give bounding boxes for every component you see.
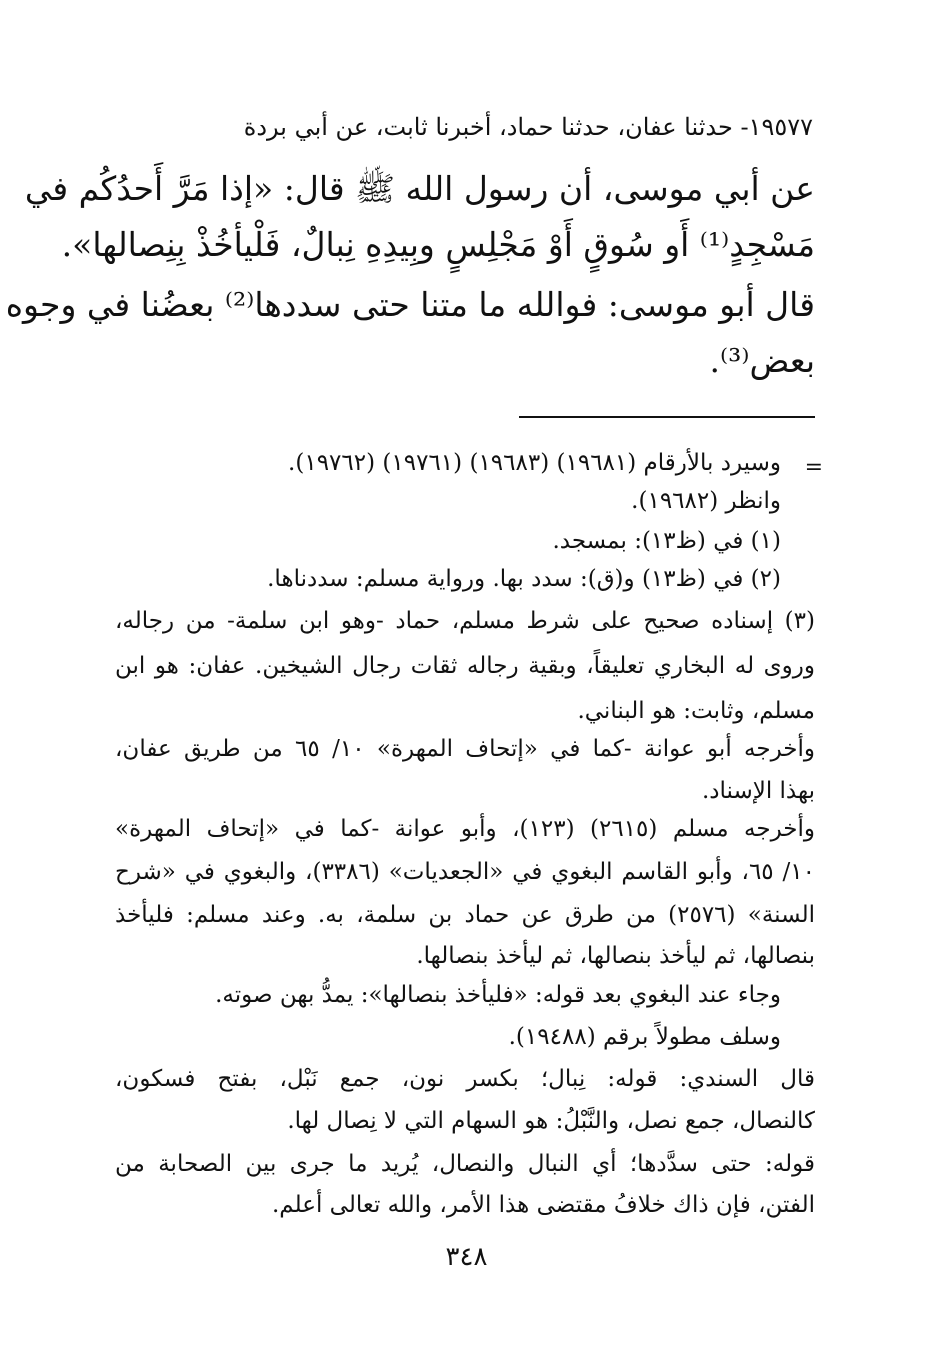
hadith-number-line: ١٩٥٧٧- حدثنا عفان، حدثنا حماد، أخبرنا ثابت، عن أبي بردة (243, 113, 813, 141)
footnote-3: (٣) إسناده صحيح على شرط مسلم، حماد -وهو ابن سلمة- من رجاله، (115, 608, 815, 634)
footnote-line: وأخرجه مسلم (٢٦١٥) (١٢٣)، وأبو عوانة -كما في «إتحاف المهرة» (115, 816, 815, 842)
hadith-text-line: قال أبو موسى: فوالله ما متنا حتى سددها⁽²⁾ بعضُنا في وجوه (5, 285, 815, 324)
footnote-line: وسيرد بالأرقام (١٩٦٨١) (١٩٦٨٣) (١٩٧٦١) (١٩٧٦٢). (288, 450, 781, 476)
footnote-line: وأخرجه أبو عوانة -كما في «إتحاف المهرة» ١٠/ ٦٥ من طريق عفان، (115, 736, 815, 762)
continuation-mark: = (804, 455, 823, 480)
footnote-line: بهذا الإسناد. (701, 778, 815, 804)
footnote-line: الفتن، فإن ذاك خلافُ مقتضى هذا الأمر، والله تعالى أعلم. (272, 1192, 815, 1218)
page-number: ٣٤٨ (445, 1242, 488, 1272)
footnote-line: قوله: حتى سدَّدها؛ أي النبال والنصال، يُريد ما جرى بين الصحابة من (115, 1151, 815, 1177)
footnote-line: قال السندي: قوله: نِبال؛ بكسر نون، جمع نَبْل، بفتح فسكون، (115, 1066, 815, 1092)
footnote-line: وسلف مطولاً برقم (١٩٤٨٨). (508, 1024, 781, 1050)
footnote-line: السنة» (٢٥٧٦) من طرق عن حماد بن سلمة، به. وعند مسلم: فليأخذ (115, 902, 816, 928)
footnote-1: (١) في (ظ١٣): بمسجد. (552, 528, 781, 554)
footnote-line: وروى له البخاري تعليقاً، وبقية رجاله ثقات رجال الشيخين. عفان: هو ابن (115, 653, 815, 679)
footnote-2: (٢) في (ظ١٣) و(ق): سدد بها. ورواية مسلم: سددناها. (267, 566, 781, 592)
footnote-line: وجاء عند البغوي بعد قوله: «فليأخذ بنصالها»: يمدُّ بهن صوته. (215, 982, 781, 1008)
footnote-line: مسلم، وثابت: هو البناني. (577, 698, 815, 724)
footnote-line: ١٠/ ٦٥، وأبو القاسم البغوي في «الجعديات» (٣٣٨٦)، والبغوي في «شرح (115, 859, 816, 885)
footnote-line: وانظر (١٩٦٨٢). (631, 488, 781, 514)
hadith-text-line: عن أبي موسى، أن رسول الله ﷺ قال: «إذا مَرَّ أَحدُكُم في (24, 169, 815, 208)
hadith-text-line: بعض⁽³⁾. (709, 341, 815, 380)
footnote-line: كالنصال، جمع نصل، والنَّبْلُ: هو السهام التي لا نِصال لها. (287, 1108, 815, 1134)
footnote-line: بنصالها، ثم ليأخذ بنصالها، ثم ليأخذ بنصالها. (416, 943, 815, 969)
footnote-separator (519, 416, 815, 418)
hadith-text-line: مَسْجِدٍ⁽¹⁾ أَو سُوقٍ أَوْ مَجْلِسٍ وبِيدِهِ نِبالٌ، فَلْيأخُذْ بِنِصالها». (61, 225, 815, 264)
